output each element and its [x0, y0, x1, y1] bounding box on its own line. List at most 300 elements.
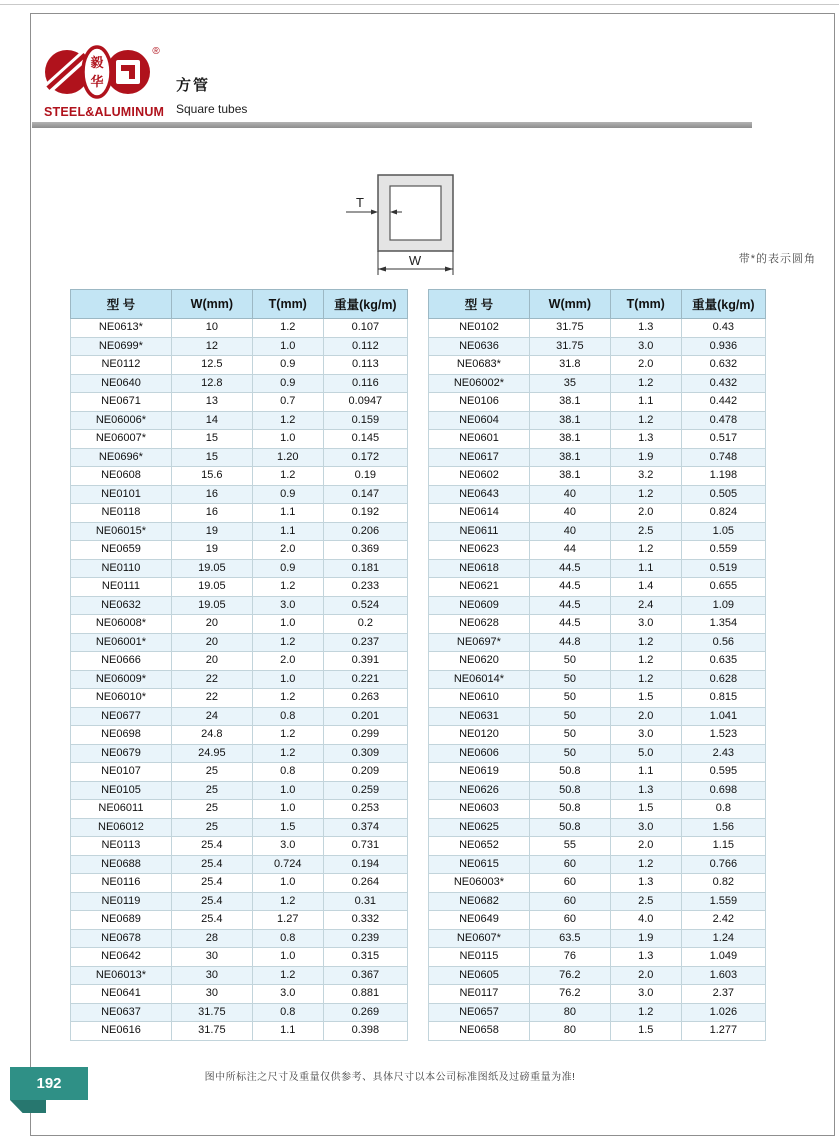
- table-cell: 44.5: [529, 578, 610, 597]
- table-cell: 0.107: [323, 319, 407, 338]
- table-cell: 40: [529, 522, 610, 541]
- table-cell: 80: [529, 1022, 610, 1041]
- table-row: [429, 818, 766, 837]
- table-row: [71, 596, 408, 615]
- table-cell: NE0678: [71, 929, 172, 948]
- table-cell: 3.0: [610, 726, 681, 745]
- table-cell: 50.8: [529, 818, 610, 837]
- table-cell: 0.8: [252, 763, 323, 782]
- table-cell: 1.2: [252, 578, 323, 597]
- table-cell: 1.0: [252, 337, 323, 356]
- table-cell: 0.8: [252, 1003, 323, 1022]
- table-cell: 0.505: [681, 485, 765, 504]
- table-cell: NE0689: [71, 911, 172, 930]
- table-cell: NE0101: [71, 485, 172, 504]
- table-row: [71, 837, 408, 856]
- table-row: [429, 430, 766, 449]
- table-cell: 1.2: [252, 892, 323, 911]
- table-cell: 16: [171, 485, 252, 504]
- table-row: [71, 670, 408, 689]
- table-cell: 2.37: [681, 985, 765, 1004]
- table-cell: 1.2: [610, 485, 681, 504]
- table-cell: 50.8: [529, 800, 610, 819]
- table-cell: 1.0: [252, 874, 323, 893]
- page-number-badge: 192: [10, 1067, 88, 1100]
- table-cell: 38.1: [529, 411, 610, 430]
- table-cell: NE06003*: [429, 874, 530, 893]
- table-cell: 60: [529, 911, 610, 930]
- table-row: [71, 818, 408, 837]
- table-cell: NE0698: [71, 726, 172, 745]
- table-cell: 0.9: [252, 374, 323, 393]
- table-cell: 1.27: [252, 911, 323, 930]
- table-cell: 31.75: [529, 319, 610, 338]
- table-cell: 0.194: [323, 855, 407, 874]
- table-cell: 0.19: [323, 467, 407, 486]
- table-cell: 1.559: [681, 892, 765, 911]
- table-header-row: [71, 290, 408, 319]
- table-cell: 31.8: [529, 356, 610, 375]
- table-cell: 25.4: [171, 874, 252, 893]
- table-cell: NE0606: [429, 744, 530, 763]
- table-cell: 1.3: [610, 948, 681, 967]
- table-cell: 2.4: [610, 596, 681, 615]
- table-cell: 10: [171, 319, 252, 338]
- table-cell: 14: [171, 411, 252, 430]
- table-cell: 1.56: [681, 818, 765, 837]
- table-cell: 0.815: [681, 689, 765, 708]
- table-cell: 63.5: [529, 929, 610, 948]
- table-cell: 0.253: [323, 800, 407, 819]
- table-row: [429, 356, 766, 375]
- table-row: [71, 892, 408, 911]
- table-row: [429, 652, 766, 671]
- table-cell: 1.049: [681, 948, 765, 967]
- table-cell: 19: [171, 541, 252, 560]
- table-row: [71, 319, 408, 338]
- footer-disclaimer: 图中所标注之尺寸及重量仅供参考、具体尺寸以本公司标准图纸及过磅重量为准!: [204, 1072, 576, 1083]
- table-header-row: [429, 290, 766, 319]
- asterisk-note: 带*的表示圆角: [738, 253, 816, 265]
- table-row: [71, 985, 408, 1004]
- table-cell: 30: [171, 948, 252, 967]
- table-cell: 25: [171, 818, 252, 837]
- table-cell: 20: [171, 633, 252, 652]
- table-row: [71, 966, 408, 985]
- table-cell: 0.478: [681, 411, 765, 430]
- table-cell: 60: [529, 855, 610, 874]
- table-cell: 3.0: [610, 818, 681, 837]
- table-cell: 31.75: [171, 1022, 252, 1041]
- table-cell: NE0699*: [71, 337, 172, 356]
- table-cell: 50: [529, 707, 610, 726]
- table-cell: 0.8: [681, 800, 765, 819]
- table-cell: 0.374: [323, 818, 407, 837]
- table-cell: 1.026: [681, 1003, 765, 1022]
- table-cell: 0.442: [681, 393, 765, 412]
- table-cell: NE0617: [429, 448, 530, 467]
- table-cell: 1.1: [610, 763, 681, 782]
- table-cell: 1.277: [681, 1022, 765, 1041]
- registered-trademark: ®: [152, 46, 160, 57]
- table-cell: NE0611: [429, 522, 530, 541]
- table-cell: 40: [529, 485, 610, 504]
- table-cell: NE0105: [71, 781, 172, 800]
- arrow-right-icon: [445, 267, 453, 272]
- table-cell: NE0110: [71, 559, 172, 578]
- table-cell: 0.113: [323, 356, 407, 375]
- table-cell: NE0602: [429, 467, 530, 486]
- page-title-en: Square tubes: [176, 102, 248, 116]
- table-cell: 50: [529, 744, 610, 763]
- table-row: [71, 763, 408, 782]
- table-cell: 50.8: [529, 763, 610, 782]
- table-cell: 0.8: [252, 707, 323, 726]
- table-cell: 25.4: [171, 837, 252, 856]
- table-cell: 2.42: [681, 911, 765, 930]
- table-row: [71, 522, 408, 541]
- table-cell: NE0102: [429, 319, 530, 338]
- table-row: [71, 541, 408, 560]
- brand-logo: [44, 44, 170, 119]
- table-cell: 25: [171, 781, 252, 800]
- table-cell: 1.2: [252, 689, 323, 708]
- logo-character-bottom: 华: [90, 74, 104, 89]
- table-cell: 1.198: [681, 467, 765, 486]
- table-row: [429, 707, 766, 726]
- table-cell: 1.2: [610, 633, 681, 652]
- table-row: [71, 356, 408, 375]
- table-cell: NE06006*: [71, 411, 172, 430]
- table-cell: 0.628: [681, 670, 765, 689]
- table-row: [429, 559, 766, 578]
- column-header: 重量(kg/m): [681, 290, 765, 319]
- table-cell: 0.116: [323, 374, 407, 393]
- table-cell: 20: [171, 615, 252, 634]
- table-cell: 0.7: [252, 393, 323, 412]
- table-row: [429, 522, 766, 541]
- page-badge-fold: [10, 1100, 46, 1113]
- table-cell: 1.2: [610, 541, 681, 560]
- table-row: [71, 504, 408, 523]
- table-cell: 25.4: [171, 855, 252, 874]
- table-cell: 0.43: [681, 319, 765, 338]
- table-row: [429, 337, 766, 356]
- page-title-cn: 方管: [176, 77, 211, 94]
- table-cell: 0.82: [681, 874, 765, 893]
- table-cell: NE0607*: [429, 929, 530, 948]
- table-row: [429, 467, 766, 486]
- table-cell: 0.9: [252, 356, 323, 375]
- table-cell: 16: [171, 504, 252, 523]
- thickness-label: T: [356, 195, 364, 210]
- table-cell: 1.1: [252, 504, 323, 523]
- table-cell: NE0621: [429, 578, 530, 597]
- table-cell: 0.181: [323, 559, 407, 578]
- table-cell: 12.5: [171, 356, 252, 375]
- table-cell: 0.632: [681, 356, 765, 375]
- table-cell: NE0119: [71, 892, 172, 911]
- table-row: [71, 652, 408, 671]
- arrow-left-icon: [378, 267, 386, 272]
- table-cell: 0.432: [681, 374, 765, 393]
- table-row: [71, 689, 408, 708]
- table-row: [429, 319, 766, 338]
- table-cell: NE0616: [71, 1022, 172, 1041]
- table-cell: 38.1: [529, 448, 610, 467]
- table-cell: 1.1: [252, 522, 323, 541]
- table-cell: 1.2: [610, 670, 681, 689]
- table-cell: NE0666: [71, 652, 172, 671]
- table-cell: 0.731: [323, 837, 407, 856]
- table-cell: 1.354: [681, 615, 765, 634]
- table-cell: 1.3: [610, 430, 681, 449]
- table-cell: 25.4: [171, 911, 252, 930]
- table-cell: 1.2: [610, 652, 681, 671]
- table-cell: NE0117: [429, 985, 530, 1004]
- table-cell: 0.9: [252, 559, 323, 578]
- table-cell: 1.2: [610, 374, 681, 393]
- table-row: [429, 781, 766, 800]
- table-cell: 15: [171, 430, 252, 449]
- table-cell: 1.5: [252, 818, 323, 837]
- table-row: [71, 448, 408, 467]
- table-cell: 50: [529, 726, 610, 745]
- table-cell: 0.517: [681, 430, 765, 449]
- column-header: T(mm): [610, 290, 681, 319]
- table-cell: NE0677: [71, 707, 172, 726]
- table-cell: 3.2: [610, 467, 681, 486]
- arrow-right-icon: [371, 210, 378, 215]
- spec-table-left: [70, 289, 408, 1041]
- table-cell: 76: [529, 948, 610, 967]
- table-row: [71, 467, 408, 486]
- table-row: [429, 1003, 766, 1022]
- column-header: W(mm): [529, 290, 610, 319]
- table-cell: 1.9: [610, 929, 681, 948]
- table-cell: NE0618: [429, 559, 530, 578]
- table-cell: NE0688: [71, 855, 172, 874]
- table-cell: 1.5: [610, 800, 681, 819]
- table-cell: NE0111: [71, 578, 172, 597]
- table-cell: 1.2: [252, 726, 323, 745]
- table-cell: 2.0: [252, 541, 323, 560]
- table-cell: 44.8: [529, 633, 610, 652]
- table-cell: 2.0: [252, 652, 323, 671]
- table-cell: 1.09: [681, 596, 765, 615]
- table-row: [71, 781, 408, 800]
- table-cell: 12.8: [171, 374, 252, 393]
- table-cell: 0.192: [323, 504, 407, 523]
- table-cell: NE06010*: [71, 689, 172, 708]
- table-row: [429, 837, 766, 856]
- table-cell: 50: [529, 670, 610, 689]
- width-label: W: [408, 253, 422, 268]
- column-header: 型 号: [71, 290, 172, 319]
- table-cell: 5.0: [610, 744, 681, 763]
- table-cell: 44.5: [529, 559, 610, 578]
- table-row: [71, 485, 408, 504]
- table-cell: NE0649: [429, 911, 530, 930]
- table-cell: 1.523: [681, 726, 765, 745]
- table-cell: 15: [171, 448, 252, 467]
- column-header: T(mm): [252, 290, 323, 319]
- table-cell: 0.206: [323, 522, 407, 541]
- table-cell: NE06015*: [71, 522, 172, 541]
- table-cell: NE0640: [71, 374, 172, 393]
- table-cell: 19.05: [171, 596, 252, 615]
- table-cell: 25.4: [171, 892, 252, 911]
- table-cell: NE0683*: [429, 356, 530, 375]
- table-cell: 12: [171, 337, 252, 356]
- table-row: [71, 411, 408, 430]
- table-cell: 0.0947: [323, 393, 407, 412]
- table-row: [429, 670, 766, 689]
- table-cell: NE0603: [429, 800, 530, 819]
- table-cell: 0.233: [323, 578, 407, 597]
- table-cell: 30: [171, 966, 252, 985]
- table-cell: 0.398: [323, 1022, 407, 1041]
- table-cell: NE0641: [71, 985, 172, 1004]
- table-cell: 0.724: [252, 855, 323, 874]
- table-row: [71, 800, 408, 819]
- table-row: [429, 596, 766, 615]
- table-cell: 2.0: [610, 356, 681, 375]
- table-cell: 0.269: [323, 1003, 407, 1022]
- table-cell: 1.1: [252, 1022, 323, 1041]
- table-cell: 2.0: [610, 837, 681, 856]
- table-cell: NE0628: [429, 615, 530, 634]
- table-cell: 24.95: [171, 744, 252, 763]
- table-cell: 0.159: [323, 411, 407, 430]
- table-cell: 50.8: [529, 781, 610, 800]
- table-cell: 1.5: [610, 689, 681, 708]
- table-cell: 0.201: [323, 707, 407, 726]
- table-row: [429, 948, 766, 967]
- table-row: [429, 874, 766, 893]
- table-cell: 2.0: [610, 707, 681, 726]
- table-cell: NE0636: [429, 337, 530, 356]
- table-cell: 22: [171, 689, 252, 708]
- table-cell: 1.3: [610, 781, 681, 800]
- table-cell: 1.24: [681, 929, 765, 948]
- table-row: [429, 966, 766, 985]
- table-cell: 2.0: [610, 504, 681, 523]
- table-row: [71, 578, 408, 597]
- table-row: [429, 763, 766, 782]
- table-cell: 13: [171, 393, 252, 412]
- table-row: [429, 744, 766, 763]
- table-cell: 1.2: [252, 966, 323, 985]
- table-cell: 0.367: [323, 966, 407, 985]
- table-cell: 0.112: [323, 337, 407, 356]
- table-cell: NE0626: [429, 781, 530, 800]
- spec-tables: [70, 289, 770, 1041]
- table-row: [71, 393, 408, 412]
- table-cell: 1.0: [252, 430, 323, 449]
- table-cell: NE0601: [429, 430, 530, 449]
- table-cell: 0.309: [323, 744, 407, 763]
- table-cell: 76.2: [529, 985, 610, 1004]
- table-cell: 25: [171, 763, 252, 782]
- table-cell: 1.1: [610, 559, 681, 578]
- table-cell: 50: [529, 652, 610, 671]
- table-cell: NE0115: [429, 948, 530, 967]
- table-cell: NE06011: [71, 800, 172, 819]
- table-cell: 0.263: [323, 689, 407, 708]
- table-cell: 1.0: [252, 670, 323, 689]
- table-cell: NE0113: [71, 837, 172, 856]
- table-row: [429, 448, 766, 467]
- table-row: [71, 855, 408, 874]
- table-row: [71, 633, 408, 652]
- table-row: [71, 948, 408, 967]
- table-cell: NE0625: [429, 818, 530, 837]
- table-cell: 3.0: [252, 837, 323, 856]
- table-cell: 50: [529, 689, 610, 708]
- table-cell: 0.655: [681, 578, 765, 597]
- table-cell: NE0623: [429, 541, 530, 560]
- table-row: [71, 929, 408, 948]
- table-row: [429, 911, 766, 930]
- table-row: [429, 633, 766, 652]
- table-cell: NE0116: [71, 874, 172, 893]
- table-row: [429, 504, 766, 523]
- table-cell: 31.75: [171, 1003, 252, 1022]
- table-cell: 1.05: [681, 522, 765, 541]
- table-cell: 24.8: [171, 726, 252, 745]
- table-cell: 0.172: [323, 448, 407, 467]
- table-row: [429, 374, 766, 393]
- table-cell: 0.766: [681, 855, 765, 874]
- table-cell: 1.041: [681, 707, 765, 726]
- table-cell: 22: [171, 670, 252, 689]
- table-cell: 1.3: [610, 319, 681, 338]
- table-cell: 1.0: [252, 948, 323, 967]
- table-cell: 15.6: [171, 467, 252, 486]
- column-header: W(mm): [171, 290, 252, 319]
- table-cell: NE06008*: [71, 615, 172, 634]
- table-cell: 1.2: [610, 411, 681, 430]
- table-cell: 31.75: [529, 337, 610, 356]
- table-cell: 19.05: [171, 578, 252, 597]
- table-row: [71, 430, 408, 449]
- table-row: [429, 892, 766, 911]
- table-cell: NE0643: [429, 485, 530, 504]
- table-cell: 3.0: [610, 337, 681, 356]
- table-cell: NE0652: [429, 837, 530, 856]
- table-row: [429, 578, 766, 597]
- table-cell: 40: [529, 504, 610, 523]
- table-row: [71, 726, 408, 745]
- table-row: [429, 689, 766, 708]
- table-cell: 3.0: [252, 596, 323, 615]
- table-cell: 0.936: [681, 337, 765, 356]
- table-cell: NE0620: [429, 652, 530, 671]
- table-cell: 19.05: [171, 559, 252, 578]
- table-cell: NE0107: [71, 763, 172, 782]
- table-cell: NE0619: [429, 763, 530, 782]
- table-cell: 1.9: [610, 448, 681, 467]
- table-cell: 0.559: [681, 541, 765, 560]
- table-cell: 1.4: [610, 578, 681, 597]
- table-cell: 0.524: [323, 596, 407, 615]
- table-cell: NE0671: [71, 393, 172, 412]
- table-cell: NE06012: [71, 818, 172, 837]
- table-cell: NE0106: [429, 393, 530, 412]
- table-cell: 0.299: [323, 726, 407, 745]
- square-tube-diagram: [338, 165, 473, 280]
